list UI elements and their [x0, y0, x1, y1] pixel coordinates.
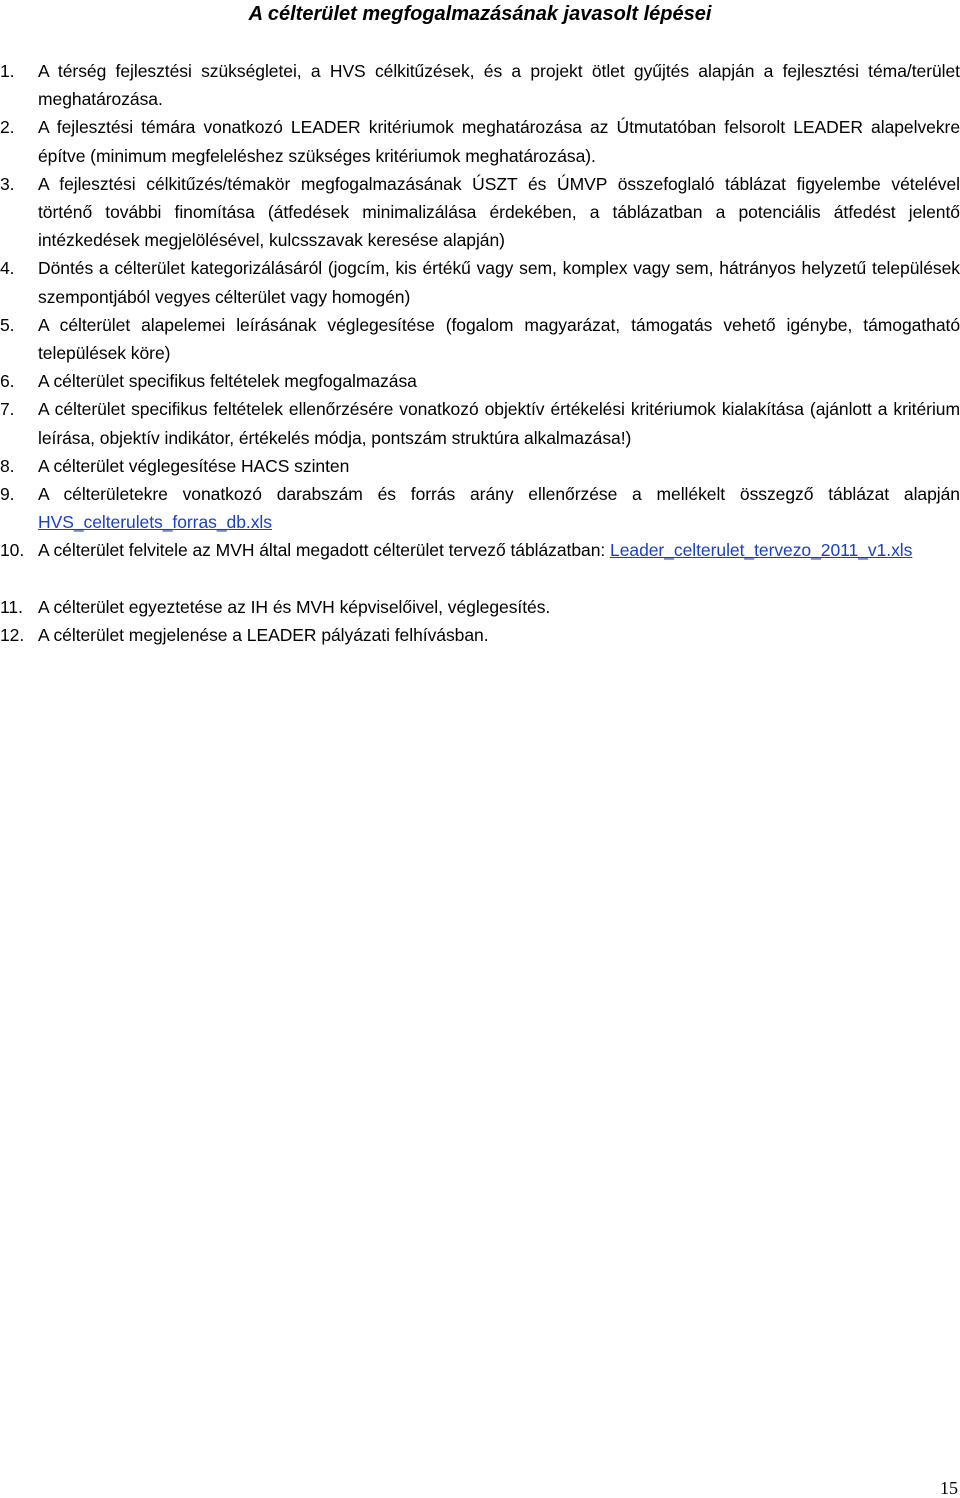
step-number: 9. — [0, 484, 15, 505]
step-text: A célterület specifikus feltételek megfogalmazása — [38, 371, 417, 392]
step-number: 6. — [0, 371, 15, 392]
step-number: 5. — [0, 314, 15, 335]
step-number: 11. — [0, 596, 23, 617]
celterulet-tervezo-file-link[interactable]: Leader_celterulet_tervezo_2011_v1.xls — [610, 540, 913, 561]
step-text: A célterület megjelenése a LEADER pályázati felhívásban. — [38, 624, 489, 645]
page-number: 15 — [940, 1478, 958, 1498]
step-item-10 — [0, 536, 960, 564]
step-text: Döntés a célterület kategorizálásáról (jogcím, kis értékű vagy sem, komplex vagy sem, hátrányos helyzetű települések szempontjából vegyes célterület vagy homogén) — [38, 258, 960, 307]
step-text: A térség fejlesztési szükségletei, a HVS célkitűzések, és a projekt ötlet gyűjtés alapján a fejlesztési téma/terület meghatározása. — [38, 61, 960, 110]
step-item-11 — [0, 593, 960, 621]
step-number: 2. — [0, 117, 15, 138]
step-item-12 — [0, 621, 960, 649]
step-number: 4. — [0, 258, 15, 279]
step-number: 7. — [0, 399, 15, 420]
step-text: A célterület véglegesítése HACS szinten — [38, 455, 350, 476]
step-number: 1. — [0, 61, 15, 81]
step-item-8 — [0, 452, 960, 480]
step-item-7 — [0, 395, 960, 451]
step-item-5 — [0, 311, 960, 367]
document-title: A célterület megfogalmazásának javasolt lépései — [248, 3, 712, 25]
step-item-1 — [0, 57, 960, 113]
step-item-3 — [0, 170, 960, 255]
step-text: A fejlesztési célkitűzés/témakör megfogalmazásának ÚSZT és ÚMVP összefoglaló táblázat figyelembe vételével történő további finomítása (átfedések minimalizálása érdekében, a táblázatban a potenciális átfedést jelentő intézkedések megjelölésével, kulcsszavak keresése alapján) — [38, 173, 960, 251]
forras-db-file-link[interactable]: HVS_celterulets_forras_db.xls — [38, 512, 272, 533]
step-number: 12. — [0, 624, 25, 645]
step-item-6 — [0, 367, 960, 395]
step-item-2 — [0, 113, 960, 169]
step-number: 10. — [0, 540, 25, 561]
step-item-4 — [0, 254, 960, 310]
step-text: A célterület alapelemei leírásának véglegesítése (fogalom magyarázat, támogatás vehető igénybe, támogatható települések köre) — [38, 314, 960, 364]
step-text: A célterület specifikus feltételek ellenőrzésére vonatkozó objektív értékelési kritériumok kialakítása (ajánlott a kritérium leírása, objektív indikátor, értékelés módja, pontszám struktúra alkalmazása!) — [38, 399, 960, 448]
step-text: A fejlesztési témára vonatkozó LEADER kritériumok meghatározása az Útmutatóban felsorolt LEADER alapelvekre építve (minimum megfeleléshez szükséges kritériumok meghatározása). — [38, 117, 960, 166]
step-text: A célterület felvitele az MVH által megadott célterület tervező táblázatban: — [38, 540, 611, 561]
step-text: A célterület egyeztetése az IH és MVH képviselőivel, véglegesítés. — [38, 596, 551, 617]
steps-list — [0, 57, 960, 649]
step-text: A célterületekre vonatkozó darabszám és forrás arány ellenőrzése a mellékelt összegző táblázat alapján — [38, 484, 960, 505]
step-item-9 — [0, 480, 960, 536]
step-number: 8. — [0, 455, 15, 476]
step-number: 3. — [0, 173, 15, 194]
